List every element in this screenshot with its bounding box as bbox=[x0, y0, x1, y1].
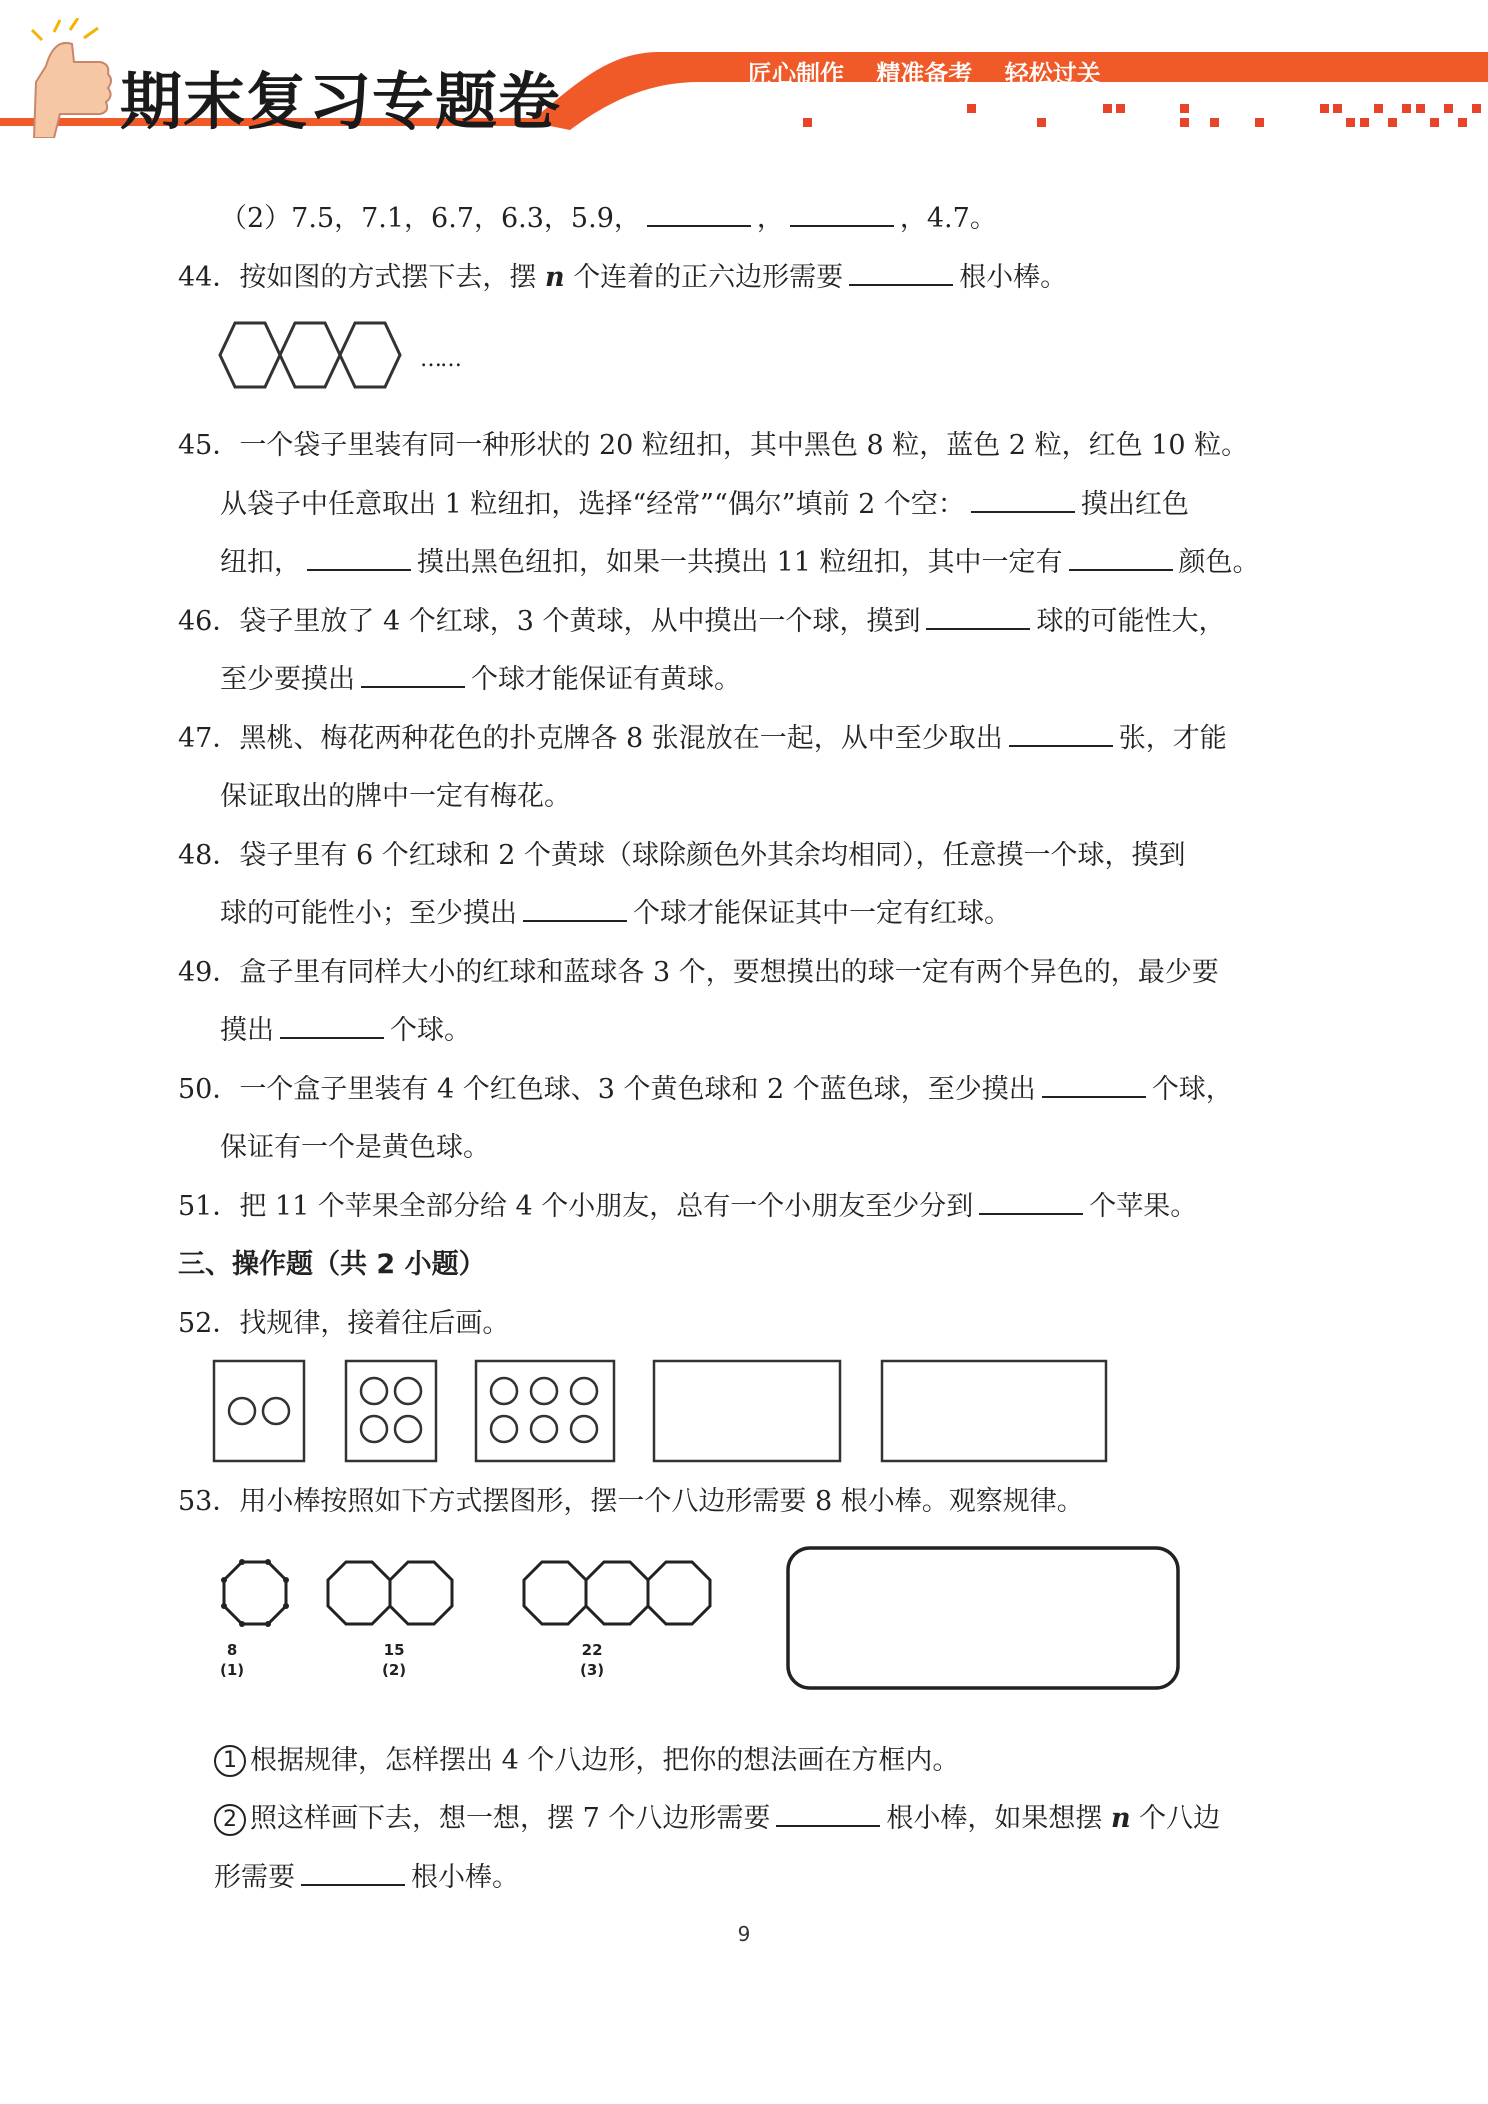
q45-line1 bbox=[178, 417, 1318, 476]
q52 bbox=[178, 1295, 1318, 1354]
circle-pattern-figure bbox=[178, 1353, 1318, 1479]
q53-sub2-text: 个八边 bbox=[1139, 1803, 1221, 1834]
q43-part2 bbox=[178, 190, 1318, 249]
separator: ， bbox=[756, 203, 784, 234]
q53-sub2-cont bbox=[178, 1849, 1318, 1908]
q45-text: 摸出红色 bbox=[1080, 488, 1189, 520]
answer-blank[interactable] bbox=[523, 890, 627, 922]
q46-line1 bbox=[178, 593, 1318, 652]
q45-text: 一个袋子里装有同一种形状的 20 粒纽扣，其中黑色 8 粒，蓝色 2 粒，红色 10 粒。 bbox=[239, 430, 1249, 461]
question-number: 44． bbox=[178, 261, 240, 293]
q53 bbox=[178, 1473, 1318, 1532]
answer-box[interactable] bbox=[788, 1548, 1178, 1688]
q46-text: 至少要摸出 bbox=[220, 664, 355, 695]
octagon-pattern-figure bbox=[178, 1532, 1318, 1732]
q48-line2 bbox=[178, 885, 1318, 944]
answer-blank[interactable] bbox=[1009, 715, 1113, 747]
figure-label: (2) bbox=[382, 1660, 407, 1679]
q51-text: 把 11 个苹果全部分给 4 个小朋友，总有一个小朋友至少分到 bbox=[239, 1190, 974, 1222]
q44-text: 按如图的方式摆下去，摆 bbox=[239, 261, 537, 293]
figure-label: (1) bbox=[220, 1660, 245, 1679]
q44-text: 个连着的正六边形需要 bbox=[573, 261, 844, 293]
q46-line2 bbox=[178, 651, 1318, 710]
q45-text: 纽扣， bbox=[220, 547, 301, 578]
q47-line1 bbox=[178, 710, 1318, 769]
q51-text: 个苹果。 bbox=[1089, 1190, 1198, 1222]
q50-line2 bbox=[178, 1119, 1318, 1178]
answer-box[interactable] bbox=[882, 1361, 1106, 1461]
answer-blank[interactable] bbox=[849, 254, 953, 286]
slogan-3: 轻松过关 bbox=[1004, 60, 1101, 88]
q47-text: 黑桃、梅花两种花色的扑克牌各 8 张混放在一起，从中至少取出 bbox=[239, 722, 1003, 754]
question-number: 53． bbox=[178, 1486, 240, 1517]
answer-blank[interactable] bbox=[790, 195, 894, 227]
q47-text: 张，才能 bbox=[1118, 722, 1227, 754]
figure-caption-2 bbox=[382, 1640, 406, 1680]
circled-number-1: 1 bbox=[214, 1745, 246, 1777]
page-number: 9 bbox=[737, 1922, 751, 1946]
hexagon-chain-svg bbox=[216, 309, 536, 409]
answer-blank[interactable] bbox=[280, 1007, 384, 1039]
stick-count: 15 bbox=[383, 1640, 405, 1659]
answer-box[interactable] bbox=[654, 1361, 840, 1461]
page-title: 期末复习专题卷 bbox=[120, 65, 562, 138]
q45-text: 从袋子中任意取出 1 粒纽扣，选择“经常”“偶尔”填前 2 个空： bbox=[220, 488, 965, 520]
q53-sub2-text: 照这样画下去，想一想，摆 7 个八边形需要 bbox=[250, 1803, 771, 1834]
q44 bbox=[178, 249, 1318, 308]
slogan-2: 精准备考 bbox=[876, 60, 973, 88]
q53-sub2-text: 根小棒。 bbox=[411, 1861, 519, 1893]
q48-text: 袋子里有 6 个红球和 2 个黄球（球除颜色外其余均相同），任意摸一个球，摸到 bbox=[239, 839, 1186, 871]
question-number: 52． bbox=[178, 1307, 240, 1339]
q49-line1 bbox=[178, 944, 1318, 1003]
answer-blank[interactable] bbox=[926, 598, 1030, 630]
q46-text: 袋子里放了 4 个红球，3 个黄球，从中摸出一个球，摸到 bbox=[239, 605, 921, 637]
q53-sub2 bbox=[178, 1790, 1318, 1849]
stick-count: 22 bbox=[581, 1640, 603, 1659]
q46-text: 个球才能保证有黄球。 bbox=[471, 664, 741, 695]
q49-line2 bbox=[178, 1002, 1318, 1061]
q49-text: 个球。 bbox=[390, 1015, 471, 1046]
question-number: 45． bbox=[178, 430, 240, 461]
q50-text: 一个盒子里装有 4 个红色球、3 个黄色球和 2 个蓝色球，至少摸出 bbox=[239, 1073, 1036, 1105]
q51 bbox=[178, 1178, 1318, 1237]
q47-line2 bbox=[178, 768, 1318, 827]
figure-caption-1 bbox=[220, 1640, 244, 1680]
q48-line1 bbox=[178, 827, 1318, 886]
q43-sequence: （2）7.5，7.1，6.7，6.3，5.9， bbox=[220, 203, 641, 234]
answer-blank[interactable] bbox=[361, 656, 465, 688]
q45-text: 颜色。 bbox=[1178, 547, 1260, 578]
hexagon-chain-figure bbox=[178, 307, 1318, 423]
question-number: 50． bbox=[178, 1073, 240, 1105]
q48-text: 球的可能性小；至少摸出 bbox=[220, 898, 517, 929]
variable-n: n bbox=[544, 261, 565, 293]
answer-blank[interactable] bbox=[1069, 539, 1173, 571]
answer-blank[interactable] bbox=[971, 481, 1075, 513]
stick-count: 8 bbox=[226, 1640, 238, 1659]
q50-line1 bbox=[178, 1061, 1318, 1120]
continuation-dots: …… bbox=[420, 347, 460, 372]
q45-text: 摸出黑色纽扣，如果一共摸出 11 粒纽扣，其中一定有 bbox=[417, 547, 1063, 578]
q43-suffix: ，4.7。 bbox=[899, 203, 997, 234]
q50-text: 个球， bbox=[1151, 1073, 1233, 1105]
figure-caption-3 bbox=[580, 1640, 604, 1680]
q48-text: 个球才能保证其中一定有红球。 bbox=[633, 898, 1011, 929]
q47-text: 保证取出的牌中一定有梅花。 bbox=[220, 781, 571, 812]
q53-sub1 bbox=[178, 1732, 1318, 1791]
answer-blank[interactable] bbox=[1042, 1066, 1146, 1098]
figure-label: (3) bbox=[580, 1660, 605, 1679]
q46-text: 球的可能性大， bbox=[1036, 605, 1226, 637]
answer-blank[interactable] bbox=[307, 539, 411, 571]
q53-sub1-text: 根据规律，怎样摆出 4 个八边形，把你的想法画在方框内。 bbox=[250, 1744, 960, 1776]
octagon-pattern-svg bbox=[206, 1538, 1206, 1728]
q49-text: 盒子里有同样大小的红球和蓝球各 3 个，要想摸出的球一定有两个异色的，最少要 bbox=[239, 956, 1219, 988]
answer-blank[interactable] bbox=[979, 1183, 1083, 1215]
answer-blank[interactable] bbox=[647, 195, 751, 227]
circle-pattern-svg bbox=[212, 1359, 1212, 1469]
q45-line2 bbox=[178, 476, 1318, 535]
q53-sub2-text: 形需要 bbox=[214, 1861, 295, 1893]
circled-number-2: 2 bbox=[214, 1804, 246, 1836]
header-slogans bbox=[748, 54, 1125, 89]
q45-line3 bbox=[178, 534, 1318, 593]
question-number: 47． bbox=[178, 722, 240, 754]
question-number: 48． bbox=[178, 839, 240, 871]
q53-text: 用小棒按照如下方式摆图形，摆一个八边形需要 8 根小棒。观察规律。 bbox=[239, 1486, 1084, 1517]
q53-sub2-text: 根小棒，如果想摆 bbox=[886, 1803, 1103, 1834]
answer-blank[interactable] bbox=[776, 1795, 880, 1827]
q52-text: 找规律，接着往后画。 bbox=[239, 1307, 510, 1339]
slogan-1: 匠心制作 bbox=[748, 60, 844, 88]
section-heading: 三、操作题（共 2 小题） bbox=[178, 1249, 486, 1280]
q44-text: 根小棒。 bbox=[959, 261, 1068, 293]
question-number: 51． bbox=[178, 1190, 240, 1222]
page-header bbox=[0, 0, 1488, 150]
variable-n: n bbox=[1110, 1803, 1131, 1834]
question-number: 46． bbox=[178, 605, 240, 637]
q49-text: 摸出 bbox=[220, 1015, 274, 1046]
thumbs-up-icon bbox=[14, 18, 124, 138]
answer-blank[interactable] bbox=[301, 1854, 405, 1886]
question-number: 49． bbox=[178, 956, 240, 988]
q50-text: 保证有一个是黄色球。 bbox=[220, 1132, 490, 1163]
question-list bbox=[178, 190, 1318, 1907]
